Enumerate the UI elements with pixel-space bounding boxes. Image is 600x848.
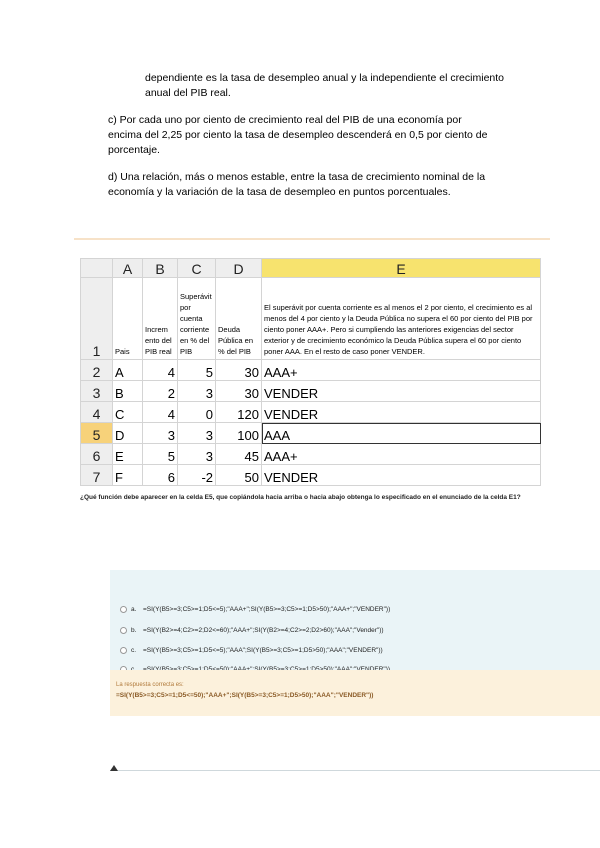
option-formula: =SI(Y(B5>=3;C5>=1;D5<=5);"AAA";SI(Y(B5>=3;C5>=1;D5>50);"AAA";"VENDER")) — [143, 647, 383, 654]
option-a[interactable] — [120, 606, 390, 613]
cell-incremento: 6 — [143, 465, 178, 486]
paragraph-option-d — [108, 170, 485, 200]
table-row — [81, 423, 541, 444]
cell-deuda: 120 — [216, 402, 262, 423]
cell-resultado: AAA+ — [262, 444, 541, 465]
row-number: 3 — [81, 381, 113, 402]
table-row — [81, 360, 541, 381]
column-header-b: B — [143, 259, 178, 278]
radio-button[interactable] — [120, 627, 127, 634]
cell-resultado: VENDER — [262, 402, 541, 423]
row-number: 4 — [81, 402, 113, 423]
cell-superavit: 3 — [178, 444, 216, 465]
row-number: 2 — [81, 360, 113, 381]
cell-deuda: 100 — [216, 423, 262, 444]
option-b[interactable] — [120, 627, 384, 634]
header-cell-incremento: Increm ento del PIB real — [143, 278, 178, 360]
feedback-title: La respuesta correcta es: — [116, 682, 184, 688]
column-header-row — [81, 259, 541, 278]
correct-answer-feedback — [110, 670, 600, 716]
option-letter: c. — [131, 647, 137, 654]
paragraph-b-continuation — [145, 71, 504, 101]
column-header-a: A — [113, 259, 143, 278]
option-letter: a. — [131, 606, 137, 613]
text-line: economía y la variación de la tasa de desempleo en puntos porcentuales. — [108, 186, 451, 198]
cell-incremento: 5 — [143, 444, 178, 465]
cell-deuda: 30 — [216, 381, 262, 402]
text-line: d) Una relación, más o menos estable, entre la tasa de crecimiento nominal de la — [108, 171, 486, 183]
question-text: ¿Qué función debe aparecer en la celda E5, que copiándola hacia arriba o hacia abajo obtenga lo especificado en el enunciado de la celda E1? — [80, 494, 521, 501]
header-row — [81, 278, 541, 360]
cell-incremento: 4 — [143, 360, 178, 381]
active-cell-e5: AAA — [262, 423, 541, 444]
cell-superavit: 3 — [178, 423, 216, 444]
cell-superavit: 5 — [178, 360, 216, 381]
section-divider — [74, 238, 550, 240]
cell-superavit: 3 — [178, 381, 216, 402]
feedback-answer: =SI(Y(B5>=3;C5>=1;D5<=50);"AAA+";SI(Y(B5>=3;C5>=1;D5>50);"AAA";"VENDER")) — [116, 692, 374, 699]
cell-pais: D — [113, 423, 143, 444]
table-row — [81, 402, 541, 423]
radio-button[interactable] — [120, 647, 127, 654]
spreadsheet-image — [80, 258, 541, 486]
header-cell-enunciado: El superávit por cuenta corriente es al menos el 2 por ciento, el crecimiento es al menos del 4 por ciento y la Deuda Pública no supera el 60 por ciento del PIB por ciento poner AAA+. Pero si cumpliendo las anteriores exigencias del sector exterior y de crecimiento económico la Deuda Pública supera el 60 por ciento poner AAA. En el resto de caso poner VENDER. — [262, 278, 541, 360]
cell-resultado: VENDER — [262, 381, 541, 402]
option-formula: =SI(Y(B2>=4;C2>=2;D2<=60);"AAA+";SI(Y(B2>=4;C2>=2;D2>60);"AAA";"Vender")) — [143, 627, 384, 634]
cell-pais: B — [113, 381, 143, 402]
cell-pais: F — [113, 465, 143, 486]
triangle-icon — [110, 765, 118, 771]
cell-resultado: VENDER — [262, 465, 541, 486]
row-number: 7 — [81, 465, 113, 486]
row-number: 6 — [81, 444, 113, 465]
select-all-corner — [81, 259, 113, 278]
row-number: 5 — [81, 423, 113, 444]
cell-incremento: 4 — [143, 402, 178, 423]
cell-pais: E — [113, 444, 143, 465]
text-line: anual del PIB real. — [145, 87, 231, 99]
cell-incremento: 3 — [143, 423, 178, 444]
cell-superavit: -2 — [178, 465, 216, 486]
bottom-divider — [110, 770, 600, 771]
row-number: 1 — [81, 278, 113, 360]
cell-pais: C — [113, 402, 143, 423]
cell-deuda: 45 — [216, 444, 262, 465]
cell-deuda: 30 — [216, 360, 262, 381]
cell-pais: A — [113, 360, 143, 381]
option-letter: b. — [131, 627, 137, 634]
table-row — [81, 444, 541, 465]
table-row — [81, 381, 541, 402]
paragraph-option-c — [108, 113, 487, 158]
text-line: c) Por cada uno por ciento de crecimiento real del PIB de una economía por — [108, 114, 462, 126]
header-cell-pais: Pais — [113, 278, 143, 360]
column-header-d: D — [216, 259, 262, 278]
option-c[interactable] — [120, 647, 383, 654]
column-header-c: C — [178, 259, 216, 278]
header-cell-deuda: Deuda Pública en % del PIB — [216, 278, 262, 360]
column-header-e: E — [262, 259, 541, 278]
cell-incremento: 2 — [143, 381, 178, 402]
text-line: encima del 2,25 por ciento la tasa de desempleo descenderá en 0,5 por ciento de — [108, 129, 488, 141]
cell-resultado: AAA+ — [262, 360, 541, 381]
radio-button[interactable] — [120, 606, 127, 613]
table-row — [81, 465, 541, 486]
option-formula: =SI(Y(B5>=3;C5>=1;D5<=5);"AAA+";SI(Y(B5>=3;C5>=1;D5>50);"AAA+";"VENDER")) — [143, 606, 391, 613]
cell-superavit: 0 — [178, 402, 216, 423]
header-cell-superavit: Superávit por cuenta corriente en % del PIB — [178, 278, 216, 360]
text-line: porcentaje. — [108, 144, 160, 156]
text-line: dependiente es la tasa de desempleo anual y la independiente el crecimiento — [145, 72, 504, 84]
cell-deuda: 50 — [216, 465, 262, 486]
